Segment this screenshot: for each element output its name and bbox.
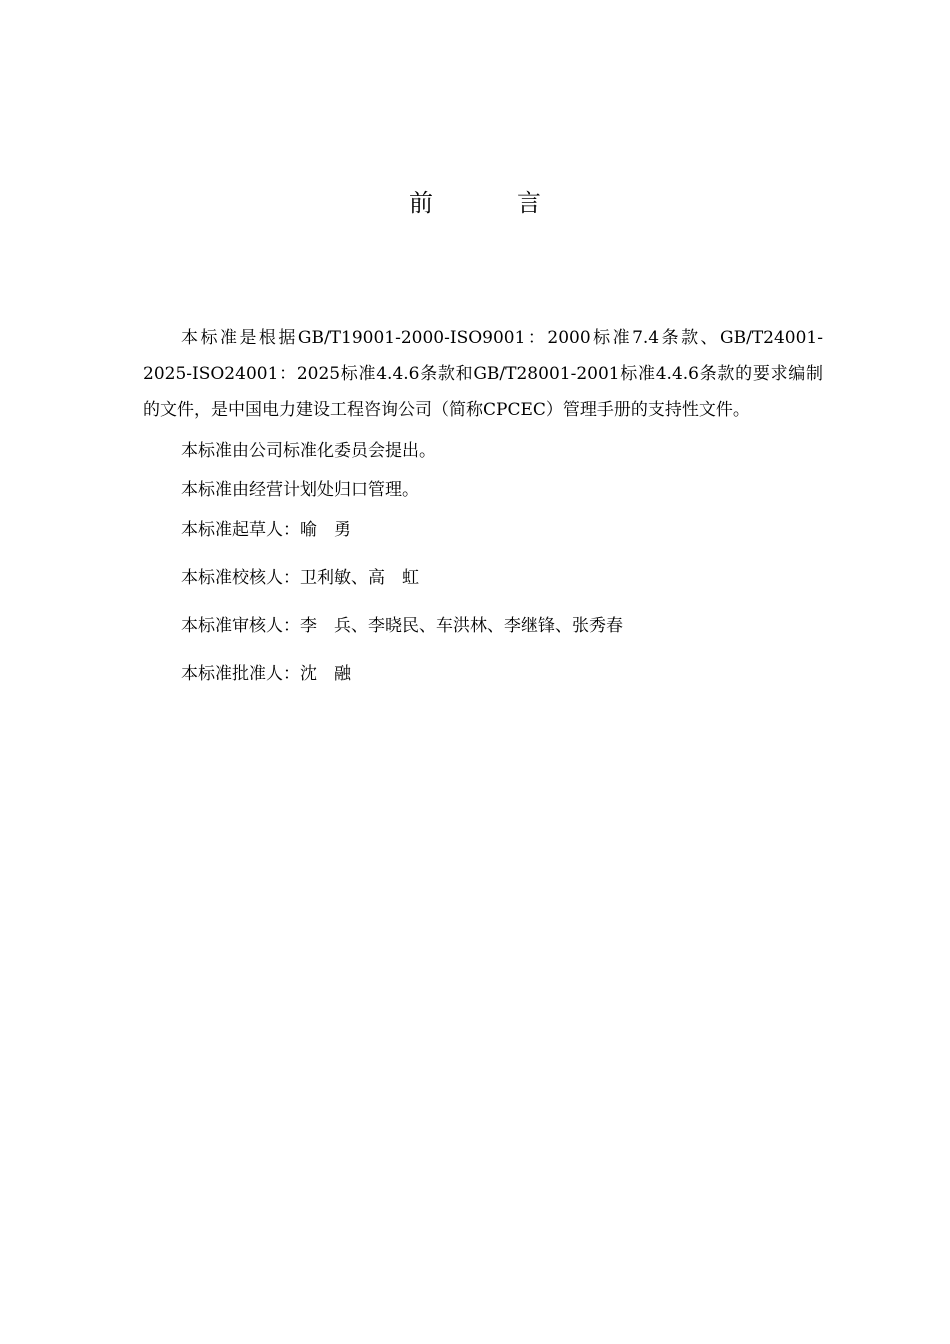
managed-by-line: 本标准由经营计划处归口管理。 bbox=[181, 480, 419, 500]
approver-line: 本标准批准人：沈 融 bbox=[181, 664, 351, 684]
proposed-by-line: 本标准由公司标准化委员会提出。 bbox=[181, 441, 436, 461]
proofreader-line: 本标准校核人：卫利敏、高 虹 bbox=[181, 568, 419, 588]
drafter-line: 本标准起草人：喻 勇 bbox=[181, 520, 351, 540]
document-body bbox=[143, 320, 823, 694]
intro-paragraph: 本标准是根据GB/T19001-2000-ISO9001：2000标准7.4条款、GB/T24001-2025-ISO24001：2025标准4.4.6条款和GB/T28001-2001标准4.4.6条款的要求编制的文件，是中国电力建设工程咨询公司（简称CPCEC）管理手册的支持性文件。 bbox=[143, 328, 823, 420]
reviewer-line: 本标准审核人：李 兵、李晓民、车洪林、李继锋、张秀春 bbox=[181, 616, 623, 636]
page-title: 前 言 bbox=[409, 189, 571, 217]
